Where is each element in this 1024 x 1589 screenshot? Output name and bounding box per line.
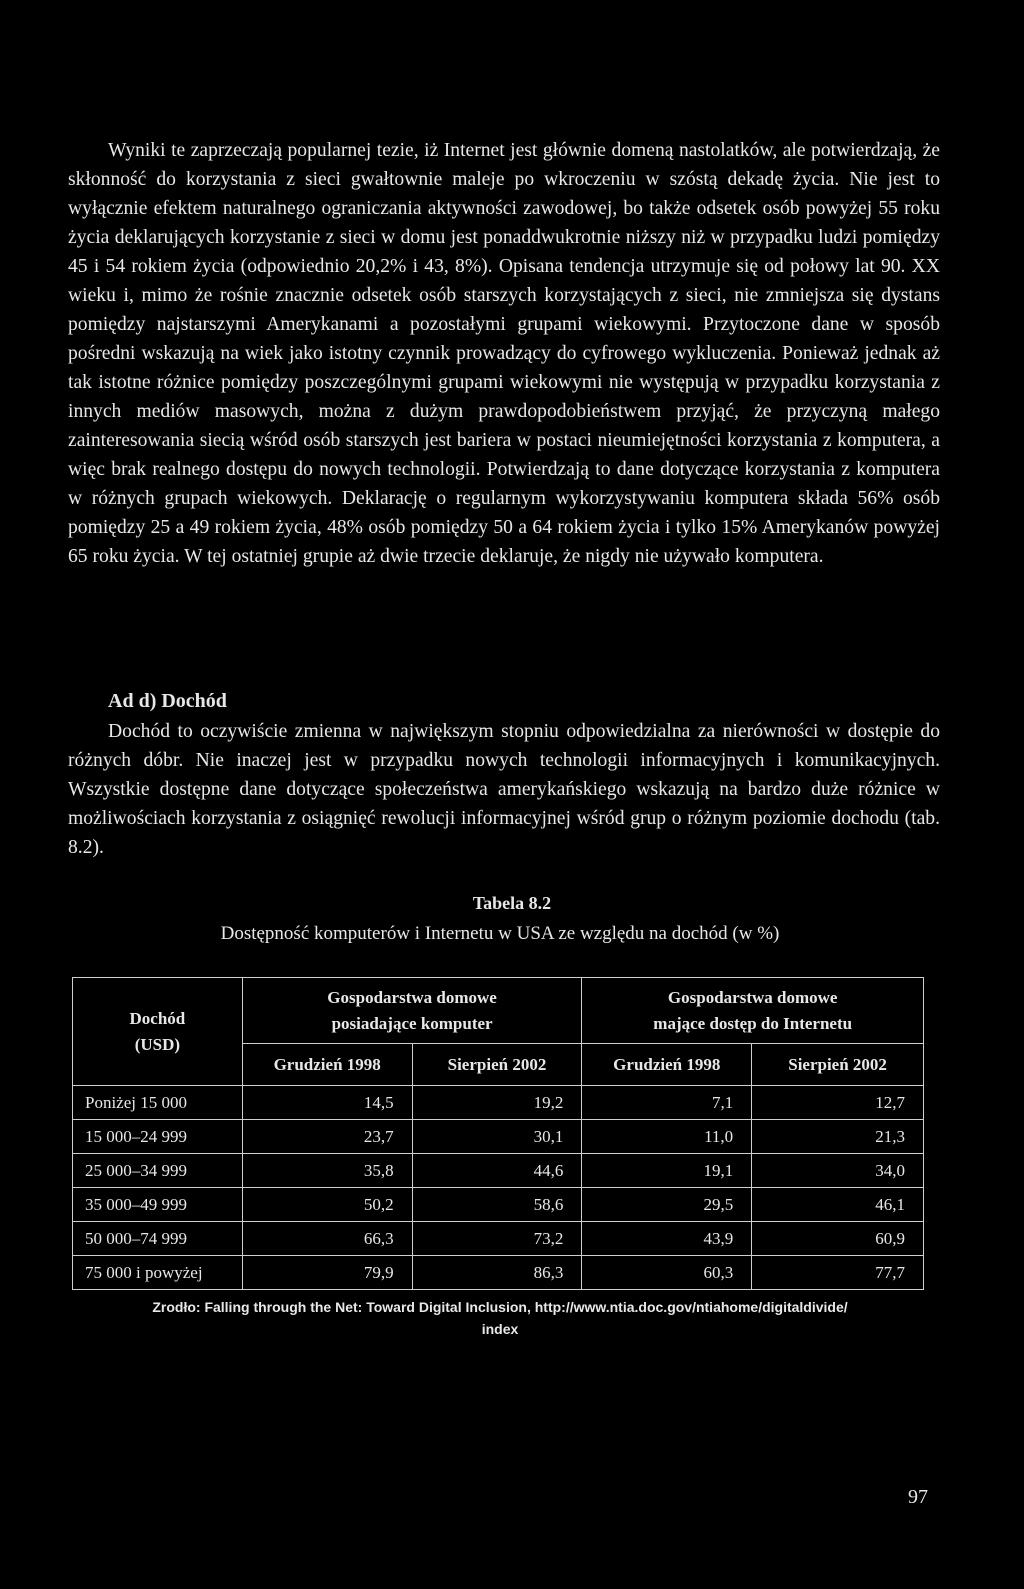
value-cell: 50,2 bbox=[242, 1188, 412, 1222]
value-cell: 43,9 bbox=[582, 1222, 752, 1256]
income-bracket-cell: 50 000–74 999 bbox=[73, 1222, 243, 1256]
income-bracket-cell: Poniżej 15 000 bbox=[73, 1086, 243, 1120]
computer-header-line2: posiadające komputer bbox=[331, 1013, 493, 1033]
value-cell: 77,7 bbox=[752, 1256, 924, 1290]
table-title: Tabela 8.2 bbox=[472, 893, 552, 913]
income-bracket-cell: 15 000–24 999 bbox=[73, 1120, 243, 1154]
table-row bbox=[73, 1222, 924, 1256]
value-cell: 79,9 bbox=[242, 1256, 412, 1290]
table-row bbox=[73, 1086, 924, 1120]
income-header-line1: Dochód bbox=[129, 1008, 186, 1028]
value-cell: 12,7 bbox=[752, 1086, 924, 1120]
value-cell: 46,1 bbox=[752, 1188, 924, 1222]
page-number: 97 bbox=[908, 1486, 928, 1508]
value-cell: 21,3 bbox=[752, 1120, 924, 1154]
source-line1: Zrodło: Falling through the Net: Toward Digital Inclusion, http://www.ntia.doc.gov/ntiahome/digitaldivide/ bbox=[152, 1299, 848, 1315]
section-heading: Ad d) Dochód bbox=[108, 690, 227, 712]
table-row bbox=[73, 1188, 924, 1222]
table-row bbox=[73, 1154, 924, 1188]
income-bracket-cell: 35 000–49 999 bbox=[73, 1188, 243, 1222]
internet-group-header bbox=[582, 978, 924, 1044]
value-cell: 11,0 bbox=[582, 1120, 752, 1154]
income-bracket-cell: 75 000 i powyżej bbox=[73, 1256, 243, 1290]
internet-header-line1: Gospodarstwa domowe bbox=[667, 987, 838, 1007]
value-cell: 34,0 bbox=[752, 1154, 924, 1188]
value-cell: 19,2 bbox=[412, 1086, 582, 1120]
table-row bbox=[73, 1120, 924, 1154]
value-cell: 7,1 bbox=[582, 1086, 752, 1120]
subheader-date: Sierpień 2002 bbox=[752, 1044, 924, 1086]
source-line2: index bbox=[481, 1321, 519, 1337]
value-cell: 19,1 bbox=[582, 1154, 752, 1188]
income-column-header bbox=[73, 978, 243, 1086]
value-cell: 73,2 bbox=[412, 1222, 582, 1256]
table-caption: Dostępność komputerów i Internetu w USA ze względu na dochód (w %) bbox=[220, 923, 780, 944]
income-bracket-cell: 25 000–34 999 bbox=[73, 1154, 243, 1188]
value-cell: 23,7 bbox=[242, 1120, 412, 1154]
income-header-line2: (USD) bbox=[134, 1034, 181, 1054]
value-cell: 60,9 bbox=[752, 1222, 924, 1256]
value-cell: 60,3 bbox=[582, 1256, 752, 1290]
computer-header-line1: Gospodarstwa domowe bbox=[327, 987, 497, 1007]
value-cell: 14,5 bbox=[242, 1086, 412, 1120]
value-cell: 35,8 bbox=[242, 1154, 412, 1188]
internet-header-line2: mające dostęp do Internetu bbox=[653, 1013, 853, 1033]
value-cell: 29,5 bbox=[582, 1188, 752, 1222]
value-cell: 58,6 bbox=[412, 1188, 582, 1222]
subheader-date: Grudzień 1998 bbox=[582, 1044, 752, 1086]
income-access-table bbox=[72, 977, 924, 1290]
value-cell: 86,3 bbox=[412, 1256, 582, 1290]
subheader-date: Grudzień 1998 bbox=[242, 1044, 412, 1086]
subheader-date: Sierpień 2002 bbox=[412, 1044, 582, 1086]
paragraph-age: Wyniki te zaprzeczają popularnej tezie, iż Internet jest głównie domeną nastolatków, ale potwierdzają, że skłonność do korzystania z sieci gwałtownie maleje po wkroczeniu w szóstą dekadę życia. Nie jest to wyłącznie efektem naturalnego ograniczania aktywności zawodowej, bo także odsetek osób powyżej 55 roku życia deklarujących korzystanie z sieci w domu jest ponaddwukrotnie niższy niż w przypadku ludzi pomiędzy 45 i 54 rokiem życia (odpowiednio 20,2% i 43, 8%). Opisana tendencja utrzymuje się od połowy lat 90. XX wieku i, mimo że rośnie znacznie odsetek osób starszych korzystających z sieci, nie zmniejsza się dystans pomiędzy najstarszymi Amerykanami a pozostałymi grupami wiekowymi. Przytoczone dane w sposób pośredni wskazują na wiek jako istotny czynnik prowadzący do cyfrowego wykluczenia. Ponieważ jednak aż tak istotne różnice pomiędzy poszczególnymi grupami wiekowymi nie występują w przypadku korzystania z innych mediów masowych, można z dużym prawdopodobieństwem przyjąć, że przyczyną małego zainteresowania siecią wśród osób starszych jest bariera w postaci nieumiejętności korzystania z komputera, a więc brak realnego dostępu do nowych technologii. Potwierdzają to dane dotyczące korzystania z komputera w różnych grupach wiekowych. Deklarację o regularnym wykorzystywaniu komputera składa 56% osób pomiędzy 25 a 49 rokiem życia, 48% osób pomiędzy 50 a 64 rokiem życia i tylko 15% Amerykanów powyżej 65 roku życia. W tej ostatniej grupie aż dwie trzecie deklaruje, że nigdy nie używało komputera. bbox=[68, 140, 940, 567]
table-row bbox=[73, 1256, 924, 1290]
computer-group-header bbox=[242, 978, 582, 1044]
table-source-note bbox=[0, 1296, 1000, 1340]
value-cell: 66,3 bbox=[242, 1222, 412, 1256]
value-cell: 44,6 bbox=[412, 1154, 582, 1188]
paragraph-income: Dochód to oczywiście zmienna w największym stopniu odpowiedzialna za nierówności w dostępie do różnych dóbr. Nie inaczej jest w przypadku nowych technologii informacyjnych i komunikacyjnych. Wszystkie dostępne dane dotyczące społeczeństwa amerykańskiego wskazują na bardzo duże różnice w możliwościach korzystania z osiągnięć rewolucji informacyjnej wśród grup o różnym poziomie dochodu (tab. 8.2). bbox=[68, 721, 940, 858]
value-cell: 30,1 bbox=[412, 1120, 582, 1154]
